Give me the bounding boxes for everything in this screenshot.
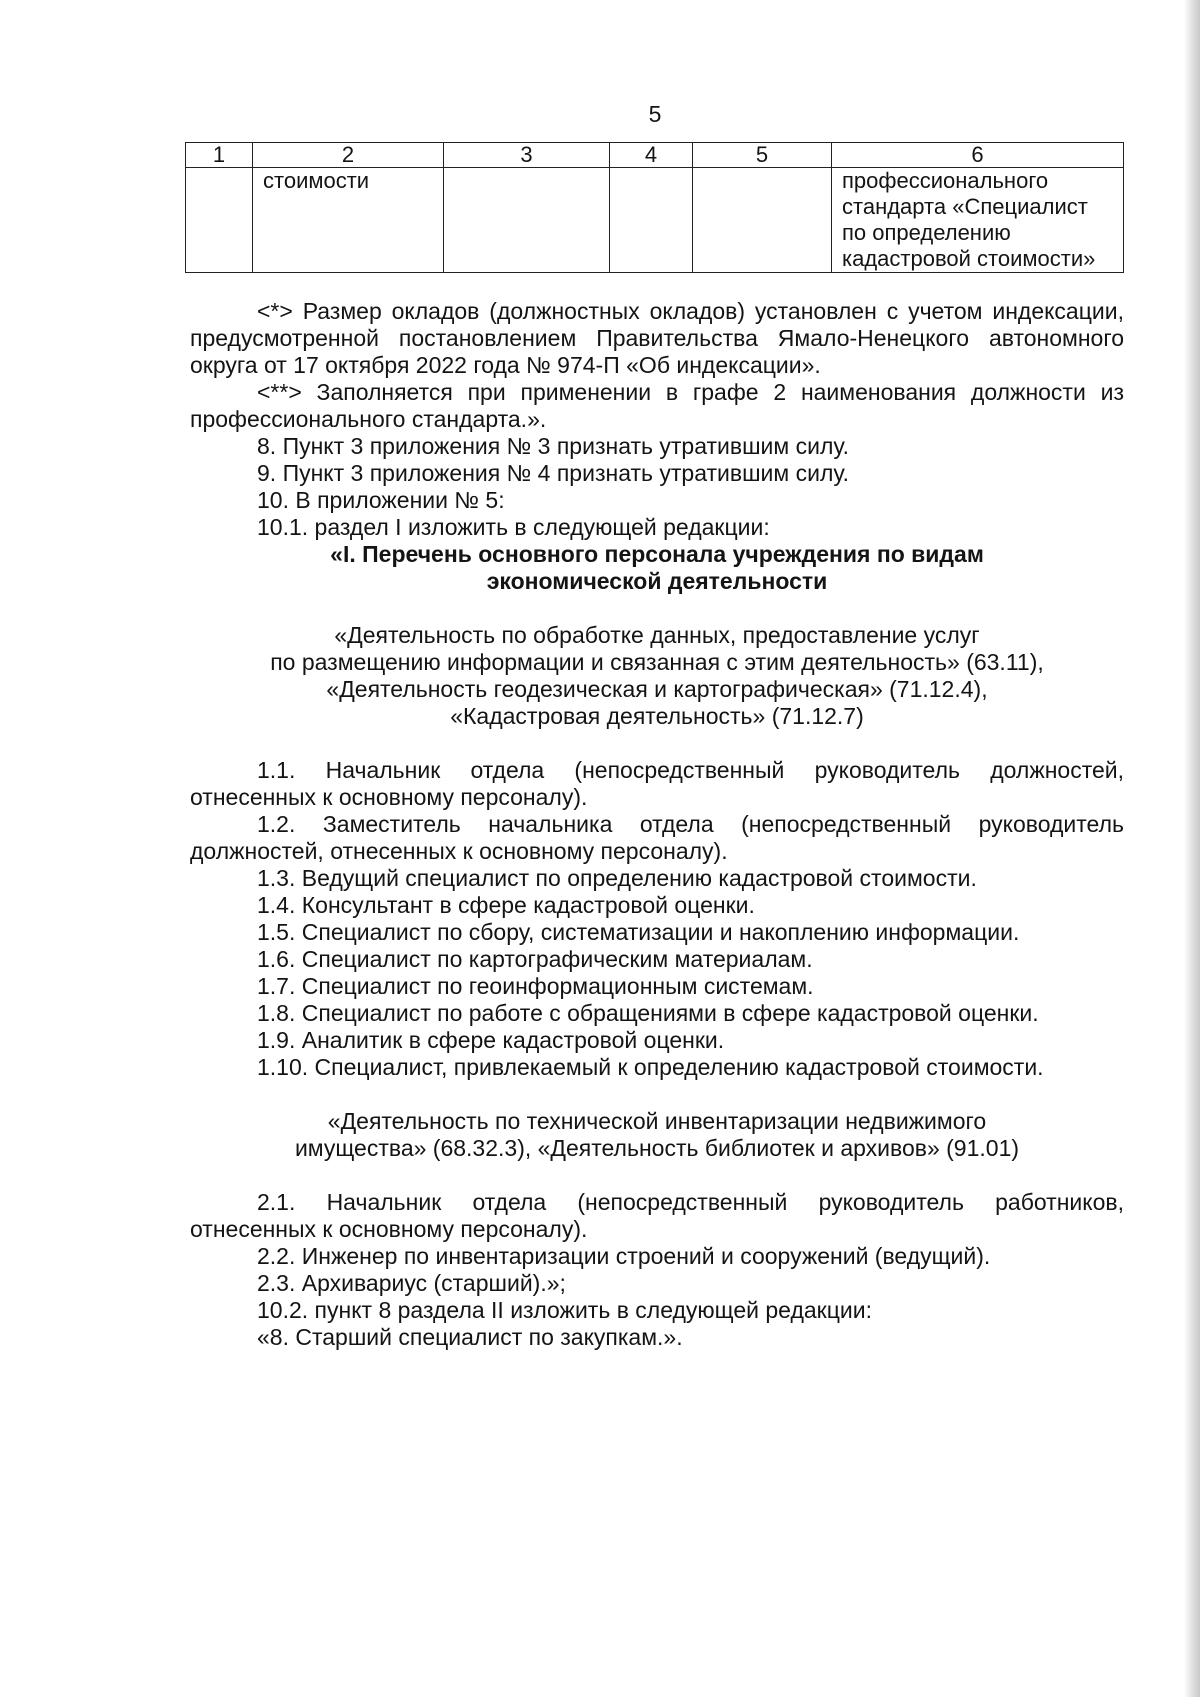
table-header-cell: 4 (610, 143, 693, 168)
table-header-cell: 2 (253, 143, 444, 168)
item-10: 10. В приложении № 5: (257, 487, 505, 513)
list-item: 1.4. Консультант в сфере кадастровой оценки. (257, 892, 755, 918)
table-cell-line: по определению (842, 220, 1011, 245)
table-cell-qualification (832, 168, 1124, 273)
scan-page-edge (1184, 0, 1200, 1697)
list-item: 1.6. Специалист по картографическим материалам. (257, 946, 813, 972)
list-item: 1.7. Специалист по геоинформационным системам. (257, 973, 814, 999)
table-cell (693, 168, 832, 273)
table-row (186, 168, 1124, 273)
table-cell (610, 168, 693, 273)
group-1-title-line: по размещению информации и связанная с этим деятельность» (63.11), (270, 649, 1044, 675)
list-item: 2.3. Архивариус (старший).»; (257, 1270, 566, 1296)
table-cell-line: профессионального (842, 168, 1049, 193)
table-cell-line: кадастровой стоимости» (842, 246, 1096, 271)
table-cell (186, 168, 253, 273)
item-8-new-text: «8. Старший специалист по закупкам.». (257, 1324, 683, 1350)
list-item: 2.2. Инженер по инвентаризации строений и сооружений (ведущий). (257, 1243, 991, 1269)
table-header-cell: 3 (444, 143, 610, 168)
table-header-cell: 1 (186, 143, 253, 168)
table-cell-line: стандарта «Специалист (842, 194, 1088, 219)
list-item: 1.9. Аналитик в сфере кадастровой оценки. (257, 1027, 725, 1053)
table-header-cell: 6 (832, 143, 1124, 168)
item-8: 8. Пункт 3 приложения № 3 признать утратившим силу. (257, 433, 849, 459)
footnote-salary: <*> Размер окладов (должностных окладов) установлен с учетом индексации, предусмотренной постановлением Правительства Ямало-Ненецкого автономного округа от 17 октября 2022 года № 974-П «Об индексации». (190, 298, 1124, 378)
item-9: 9. Пункт 3 приложения № 4 признать утратившим силу. (257, 460, 849, 486)
item-10-1: 10.1. раздел I изложить в следующей редакции: (257, 514, 770, 540)
list-item: 1.2. Заместитель начальника отдела (непосредственный руководитель должностей, отнесенных к основному персоналу). (190, 811, 1124, 864)
group-2-title-line: «Деятельность по технической инвентаризации недвижимого (327, 1108, 987, 1134)
continued-table (185, 142, 1124, 273)
page-number: 5 (648, 101, 662, 127)
group-1-title-line: «Деятельность геодезическая и картографическая» (71.12.4), (326, 676, 988, 702)
section-title-line: экономической деятельности (486, 568, 828, 594)
footnote-position: <**> Заполняется при применении в графе 2 наименования должности из профессионального стандарта.». (190, 379, 1124, 432)
group-1-title-line: «Деятельность по обработке данных, предоставление услуг (334, 622, 980, 648)
item-10-2: 10.2. пункт 8 раздела II изложить в следующей редакции: (257, 1297, 872, 1323)
table-header-cell: 5 (693, 143, 832, 168)
list-item: 1.5. Специалист по сбору, систематизации и накоплению информации. (257, 919, 1020, 945)
table-cell: стоимости (253, 168, 444, 273)
group-1-title-line: «Кадастровая деятельность» (71.12.7) (450, 703, 864, 729)
group-2-title-line: имущества» (68.32.3), «Деятельность библиотек и архивов» (91.01) (294, 1135, 1020, 1161)
section-title-line: «I. Перечень основного персонала учреждения по видам (330, 541, 984, 567)
document-body (190, 298, 1124, 1351)
list-item: 1.3. Ведущий специалист по определению кадастровой стоимости. (257, 865, 977, 891)
list-item: 1.10. Специалист, привлекаемый к определению кадастровой стоимости. (257, 1054, 1044, 1080)
list-item: 1.8. Специалист по работе с обращениями в сфере кадастровой оценки. (257, 1000, 1039, 1026)
list-item: 1.1. Начальник отдела (непосредственный руководитель должностей, отнесенных к основному персоналу). (190, 757, 1124, 810)
table-cell (444, 168, 610, 273)
list-item: 2.1. Начальник отдела (непосредственный руководитель работников, отнесенных к основному персоналу). (190, 1189, 1124, 1242)
table-header-row (186, 143, 1124, 168)
